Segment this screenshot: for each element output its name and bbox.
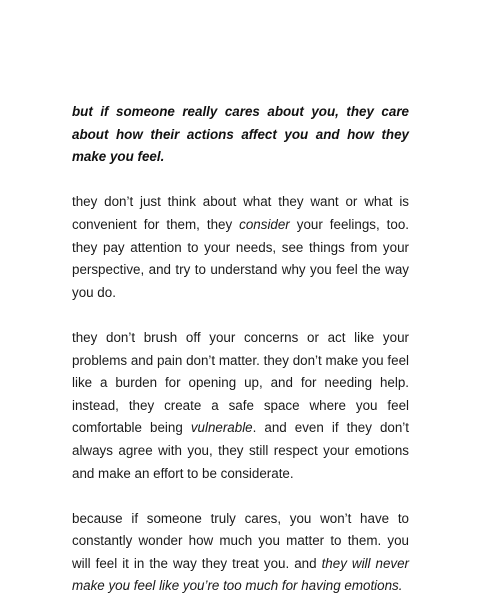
paragraph-conclusion	[72, 508, 409, 598]
intro-paragraph: but if someone really cares about you, they care about how their actions affect you and how they make you feel.	[72, 104, 409, 165]
document-page	[72, 101, 409, 598]
paragraph-consider-text-end: your feelings, too. they pay attention to your needs, see things from your perspective, and try to understand why you feel the way you do.	[72, 216, 410, 300]
emphasis-vulnerable: vulnerable	[190, 420, 253, 436]
paragraph-consider-text-start: they don’t just think about what they want or what is convenient for them, they	[72, 194, 409, 232]
paragraph-vulnerable-text-start: they don’t brush off your concerns or act like your problems and pain don’t matter. they don’t make you feel like a burden for opening up, and for needing help. instead, they create a safe space where you feel comfortable being	[72, 329, 409, 436]
paragraph-consider	[72, 191, 409, 304]
emphasis-consider: consider	[239, 216, 290, 232]
paragraph-conclusion-text: because if someone truly cares, you won’t have to constantly wonder how much you matter to them. you will feel it in the way they treat you. and	[72, 510, 409, 571]
paragraph-vulnerable	[72, 327, 409, 485]
paragraph-vulnerable-text-end: . and even if they don’t always agree with you, they still respect your emotions and make an effort to be considerate.	[72, 420, 409, 481]
emphasis-conclusion: they will never make you feel like you’re too much for having emotions.	[72, 555, 409, 594]
